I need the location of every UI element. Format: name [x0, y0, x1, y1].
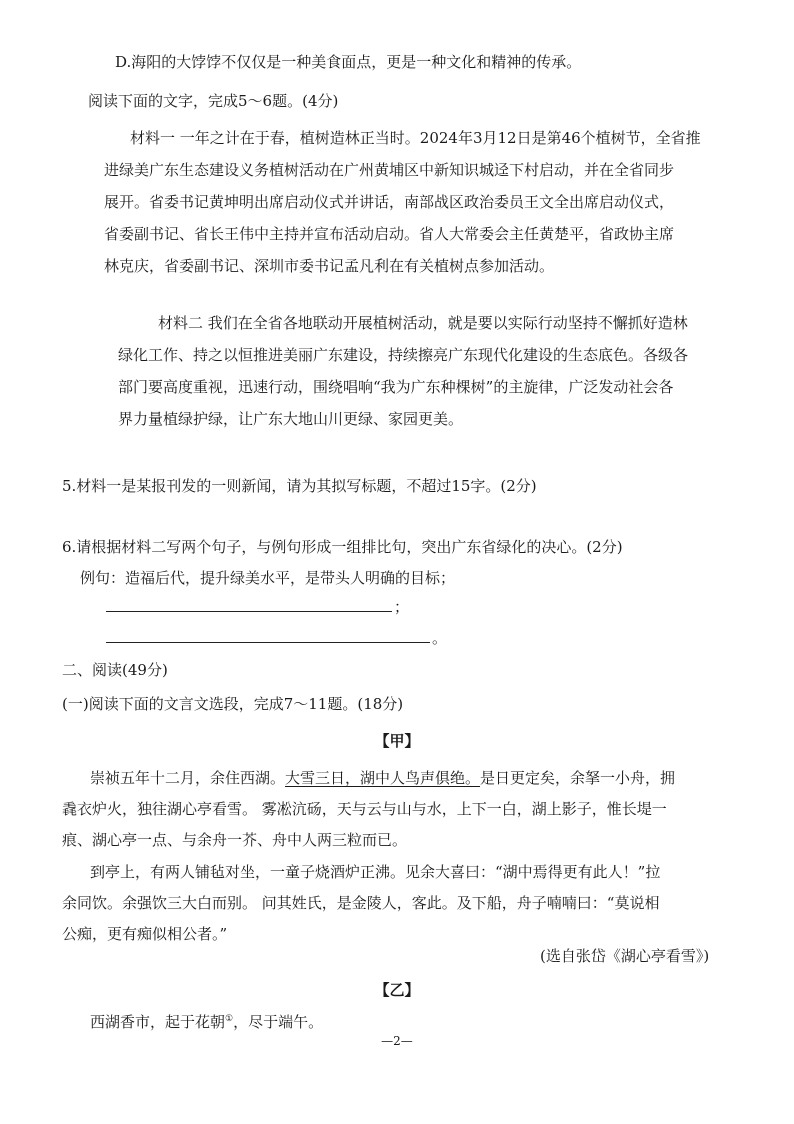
- material-one-line: 展开。省委书记黄坤明出席启动仪式并讲话，南部战区政治委员王文全出席启动仪式，: [104, 193, 675, 211]
- yi-text: 西湖香市，起于花朝: [90, 1013, 226, 1031]
- yi-title: 【乙】: [374, 981, 420, 999]
- yi-paragraph-1: [90, 1009, 323, 1032]
- jia-line-text: 是日更定矣，余拏一小舟，拥: [480, 769, 676, 787]
- jia-line-text: 崇祯五年十二月，余住西湖。: [90, 769, 286, 787]
- material-two-line: 界力量植绿护绿，让广东大地山川更绿、家园更美。: [118, 410, 464, 428]
- footnote-marker: ①: [225, 1014, 234, 1024]
- material-one-line: 材料一 一年之计在于春，植树造林正当时。2024年3月12日是第46个植树节，全省推: [130, 129, 701, 147]
- page-number: —2—: [381, 1034, 413, 1048]
- answer-blank-1-punct: ；: [394, 598, 410, 616]
- option-d: D.海阳的大饽饽不仅仅是一种美食面点，更是一种文化和精神的传承。: [115, 53, 582, 71]
- material-two-line: 材料二 我们在全省各地联动开展植树活动，就是要以实际行动坚持不懈抓好造林: [158, 314, 688, 332]
- answer-blank-2-punct: 。: [432, 629, 448, 647]
- jia-line: 公痴，更有痴似相公者。”: [62, 925, 228, 943]
- underlined-sentence: 大雪三日，湖中人鸟声俱绝。: [285, 769, 481, 787]
- jia-line: 毳衣炉火，独往湖心亭看雪。 雾凇沆砀，天与云与山与水，上下一白，湖上影子，惟长堤一: [62, 800, 667, 818]
- jia-title: 【甲】: [374, 732, 420, 750]
- reading-instruction: 阅读下面的文字，完成5～6题。(4分): [88, 92, 339, 110]
- jia-source: (选自张岱《湖心亭看雪》): [540, 947, 710, 965]
- section-heading: 二、阅读(49分): [62, 661, 168, 679]
- answer-blank-2[interactable]: [106, 642, 430, 643]
- material-two-line: 绿化工作、持之以恒推进美丽广东建设，持续擦亮广东现代化建设的生态底色。各级各: [118, 346, 689, 364]
- question-6: 6.请根据材料二写两个句子，与例句形成一组排比句，突出广东省绿化的决心。(2分): [62, 538, 623, 556]
- yi-text-end: ，尽于端午。: [233, 1013, 324, 1031]
- material-one-line: 林克庆，省委副书记、深圳市委书记孟凡利在有关植树点参加活动。: [104, 257, 555, 275]
- jia-line: 痕、湖心亭一点、与余舟一芥、舟中人两三粒而已。: [62, 831, 408, 849]
- jia-line: 余同饮。余强饮三大白而别。 问其姓氏，是金陵人，客此。及下船，舟子喃喃曰：“莫说相: [62, 894, 660, 912]
- material-one-line: 进绿美广东生态建设义务植树活动在广州黄埔区中新知识城迳下村启动，并在全省同步: [104, 161, 675, 179]
- question-5: 5.材料一是某报刊发的一则新闻，请为其拟写标题，不超过15字。(2分): [62, 477, 537, 495]
- material-two-line: 部门要高度重视，迅速行动，围绕唱响“我为广东种棵树”的主旋律，广泛发动社会各: [118, 378, 674, 396]
- question-6-example: 例句：造福后代，提升绿美水平，是带头人明确的目标；: [80, 569, 456, 587]
- answer-blank-1[interactable]: [106, 611, 392, 612]
- section-sub-heading: (一)阅读下面的文言文选段，完成7～11题。(18分): [62, 695, 404, 713]
- jia-line: [90, 768, 675, 788]
- jia-line: 到亭上，有两人铺毡对坐，一童子烧酒炉正沸。见余大喜曰：“湖中焉得更有此人！”拉: [90, 863, 661, 881]
- material-one-line: 省委副书记、省长王伟中主持并宣布活动启动。省人大常委会主任黄楚平，省政协主席: [104, 225, 675, 243]
